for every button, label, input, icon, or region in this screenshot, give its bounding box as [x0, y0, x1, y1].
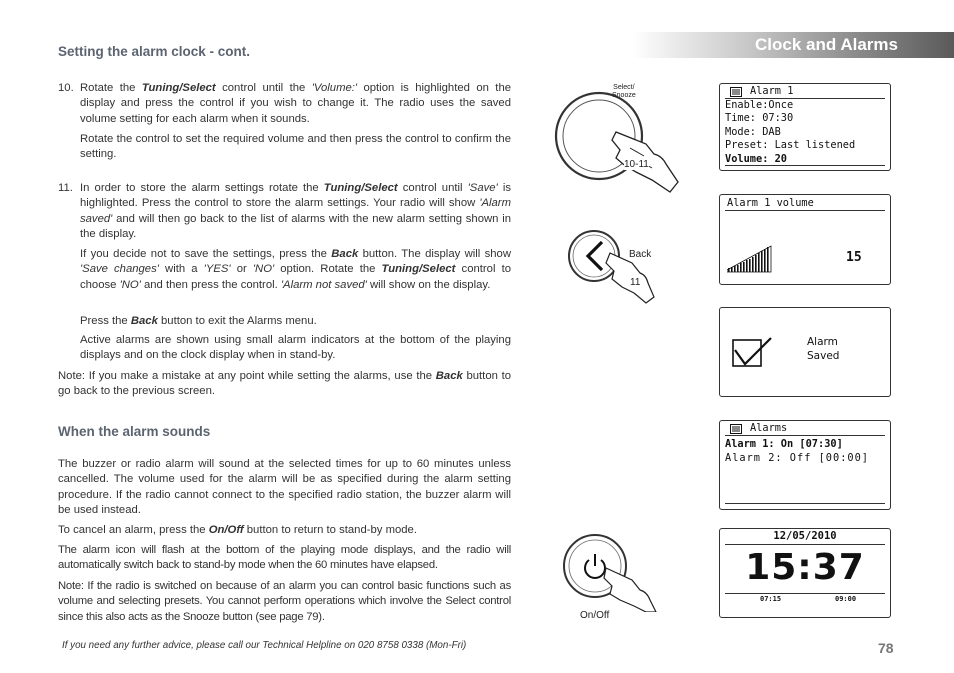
lcd4-alarm2: Alarm 2: Off [00:00] [725, 452, 869, 464]
checkmark-icon [731, 336, 773, 368]
select-snooze-label: Select/ Snooze [612, 84, 636, 99]
heading-alarm-sounds: When the alarm sounds [58, 424, 211, 439]
page-number: 78 [878, 640, 894, 656]
onoff-button-illustration [554, 528, 666, 612]
back-button-illustration [566, 227, 666, 307]
step-11-no-save: If you decide not to save the settings, press the Back button. The display will show 'Save changes' with a 'YES' or 'NO' option. Rotate the Tuning/Select control to choose 'NO' and then press the control. 'Alarm not saved' will show on the display. [80, 248, 511, 291]
step-label-10-11: 10-11 [624, 159, 649, 170]
alarm-list-icon [730, 87, 742, 97]
section-header-bar [632, 32, 954, 58]
step-10-confirm: Rotate the control to set the required volume and then press the control to confirm the setting. [80, 133, 511, 161]
lcd4-alarm1: Alarm 1: On [07:30] [725, 438, 843, 450]
lcd3-line1: Alarm [807, 336, 838, 348]
step-11-exit: Press the Back button to exit the Alarms menu. [80, 315, 317, 327]
lcd1-bottom-divider [725, 165, 885, 166]
step-11-indicators: Active alarms are shown using small alarm indicators at the bottom of the playing displays and on the clock display when in stand-by. [80, 334, 511, 362]
step-11-number: 11. [58, 182, 73, 194]
lcd4-title: Alarms [750, 422, 788, 434]
lcd1-preset: Preset: Last listened [725, 139, 856, 152]
step-10-text: Rotate the Tuning/Select control until the 'Volume:' option is highlighted on the display and press the control if you wish to change it. The radio uses the saved volume setting for each alarm when it sounds. [80, 82, 512, 125]
lcd3-line2: Saved [807, 349, 840, 362]
switched-on-note: Note: If the radio is switched on because of an alarm you can control basic functions such as volume and selecting presets. You cannot perform operations which involve the Select control since this also acts as the Snooze button (see page 79). [58, 580, 511, 623]
lcd-alarm-settings [719, 83, 891, 171]
alarm2-indicator: 09:00 [835, 595, 857, 603]
lcd-alarm-volume [719, 194, 891, 285]
lcd5-bottom-divider [725, 593, 885, 594]
note-mistake: Note: If you make a mistake at any point while setting the alarms, use the Back button to go back to the previous screen. [58, 370, 512, 398]
alarm1-indicator: 07:15 [760, 595, 782, 603]
lcd2-title: Alarm 1 volume [727, 197, 814, 209]
lcd1-enable: Enable:Once [725, 99, 794, 111]
lcd1-volume: Volume: 20 [725, 152, 787, 165]
step-11-text: In order to store the alarm settings rotate the Tuning/Select control until 'Save' is highlighted. Press the control to store the alarm settings. Your radio will show 'Alarm saved' and will then go back to the list of alarms with the new alarm setting shown in the display. [80, 182, 511, 240]
lcd4-divider [725, 435, 885, 436]
onoff-label: On/Off [580, 610, 610, 621]
step-label-11: 11 [630, 277, 641, 288]
lcd2-divider [725, 210, 885, 211]
lcd1-mode: Mode: DAB [725, 125, 781, 138]
lcd4-bottom-divider [725, 503, 885, 504]
heading-setting-alarm: Setting the alarm clock - cont. [58, 44, 251, 59]
lcd2-volume-value: 15 [846, 250, 862, 265]
select-knob-illustration [548, 84, 684, 200]
lcd1-title: Alarm 1 [750, 85, 794, 97]
helpline-footer: If you need any further advice, please call our Technical Helpline on 020 8758 0338 (Mon-Fri) [62, 640, 467, 651]
clock-date: 12/05/2010 [773, 530, 837, 542]
section-title: Clock and Alarms [755, 35, 898, 54]
cancel-alarm-para: To cancel an alarm, press the On/Off button to return to stand-by mode. [58, 524, 417, 536]
clock-time: 15:37 [745, 547, 865, 588]
lcd-alarms-list [719, 420, 891, 510]
step-10-number: 10. [58, 82, 74, 94]
alarm-sounds-para: The buzzer or radio alarm will sound at the selected times for up to 60 minutes unless cancelled. The volume used for the alarm will be as specified during the alarm setting procedure. If the radio cannot connect to the specified radio station, the buzzer alarm will be used instead. [58, 458, 511, 516]
alarm-flash-para: The alarm icon will flash at the bottom of the playing mode displays, and the radio will automatically switch back to stand-by mode when the 60 minutes have elapsed. [58, 544, 511, 572]
lcd5-divider [725, 544, 885, 545]
volume-level-bars [727, 245, 773, 273]
lcd-standby-clock [719, 528, 891, 618]
back-label: Back [629, 249, 652, 260]
lcd1-time: Time: 07:30 [725, 112, 794, 125]
alarm-list-icon [730, 424, 742, 434]
lcd-alarm-saved [719, 307, 891, 397]
